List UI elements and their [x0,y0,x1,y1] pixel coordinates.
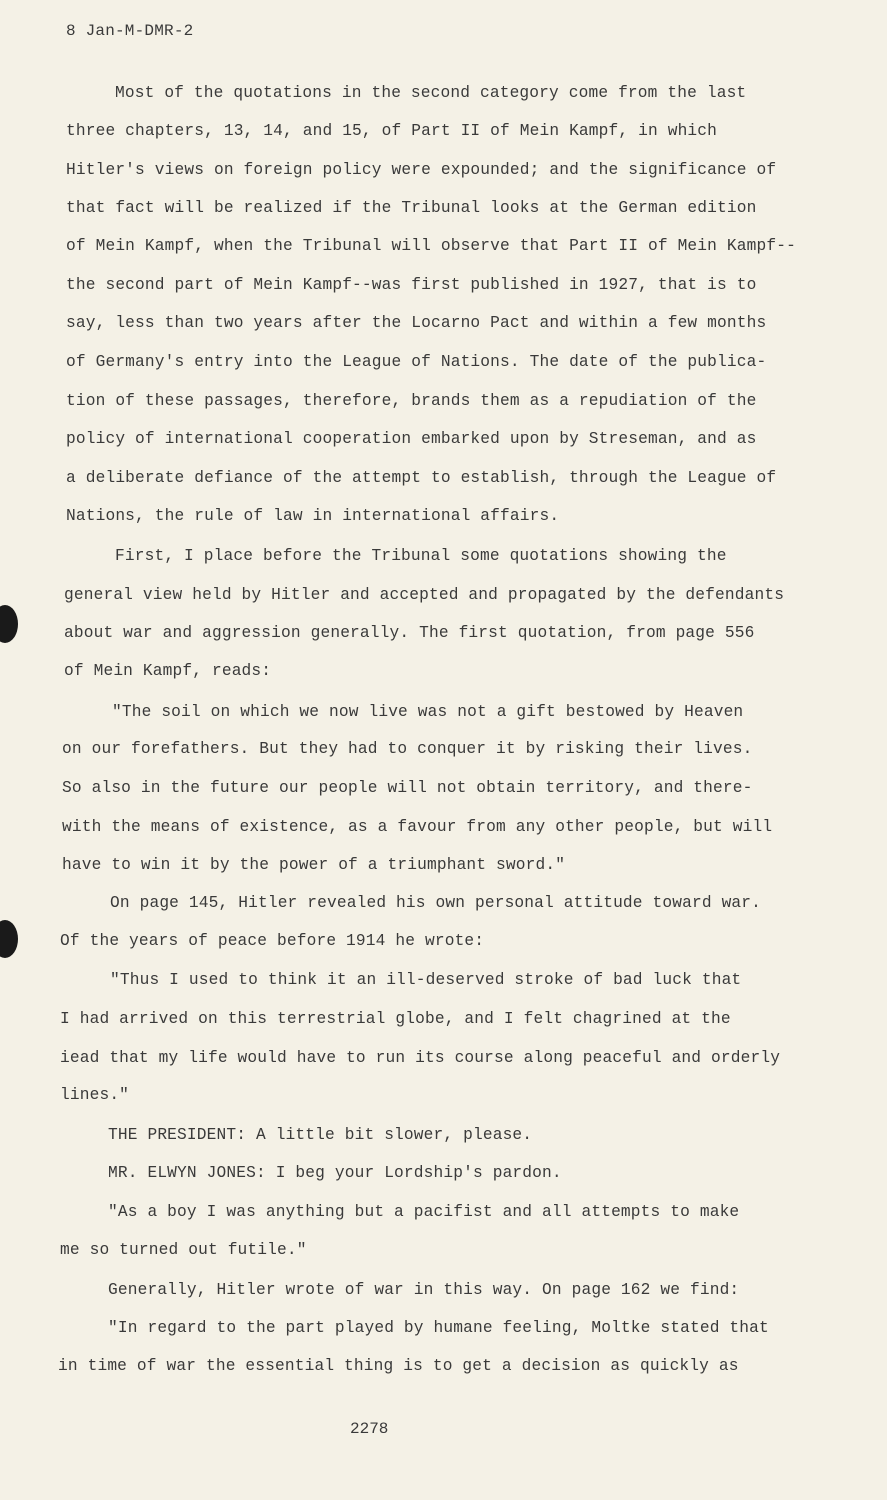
punch-hole [0,605,18,643]
text-line: general view held by Hitler and accepted and propagated by the defendants [64,586,785,604]
text-line: iead that my life would have to run its course along peaceful and orderly [60,1049,781,1067]
text-line: that fact will be realized if the Tribunal looks at the German edition [66,199,757,217]
text-line: of Germany's entry into the League of Nations. The date of the publica- [66,353,767,371]
text-line: Nations, the rule of law in international affairs. [66,507,560,525]
text-line: "The soil on which we now live was not a gift bestowed by Heaven [112,703,744,721]
text-line: have to win it by the power of a triumphant sword." [62,856,566,874]
text-line: tion of these passages, therefore, brands them as a repudiation of the [66,392,757,410]
text-line: I had arrived on this terrestrial globe, and I felt chagrined at the [60,1010,731,1028]
text-line: Generally, Hitler wrote of war in this way. On page 162 we find: [108,1281,740,1299]
text-line: say, less than two years after the Locarno Pact and within a few months [66,314,767,332]
text-line: "Thus I used to think it an ill-deserved stroke of bad luck that [110,971,742,989]
text-line: three chapters, 13, 14, and 15, of Part II of Mein Kampf, in which [66,122,718,140]
punch-hole [0,920,18,958]
text-line: about war and aggression generally. The first quotation, from page 556 [64,624,755,642]
text-line: "As a boy I was anything but a pacifist and all attempts to make [108,1203,740,1221]
text-line: on our forefathers. But they had to conquer it by risking their lives. [62,740,753,758]
text-line: THE PRESIDENT: A little bit slower, please. [108,1126,533,1144]
text-line: So also in the future our people will not obtain territory, and there- [62,779,753,797]
text-line: of Mein Kampf, reads: [64,662,272,680]
text-line: lines." [60,1086,130,1104]
text-line: First, I place before the Tribunal some quotations showing the [115,547,727,565]
page-header: 8 Jan-M-DMR-2 [66,22,194,40]
text-line: policy of international cooperation embarked upon by Streseman, and as [66,430,757,448]
text-line: in time of war the essential thing is to get a decision as quickly as [58,1357,739,1375]
text-line: me so turned out futile." [60,1241,307,1259]
text-line: MR. ELWYN JONES: I beg your Lordship's pardon. [108,1164,562,1182]
text-line: Most of the quotations in the second category come from the last [115,84,747,102]
text-line: of Mein Kampf, when the Tribunal will observe that Part II of Mein Kampf-- [66,237,796,255]
text-line: "In regard to the part played by humane feeling, Moltke stated that [108,1319,769,1337]
text-line: On page 145, Hitler revealed his own personal attitude toward war. [110,894,762,912]
text-line: the second part of Mein Kampf--was first published in 1927, that is to [66,276,757,294]
text-line: Hitler's views on foreign policy were expounded; and the significance of [66,161,777,179]
text-line: Of the years of peace before 1914 he wrote: [60,932,485,950]
text-line: a deliberate defiance of the attempt to establish, through the League of [66,469,777,487]
text-line: with the means of existence, as a favour from any other people, but will [62,818,773,836]
page-number: 2278 [350,1420,389,1438]
